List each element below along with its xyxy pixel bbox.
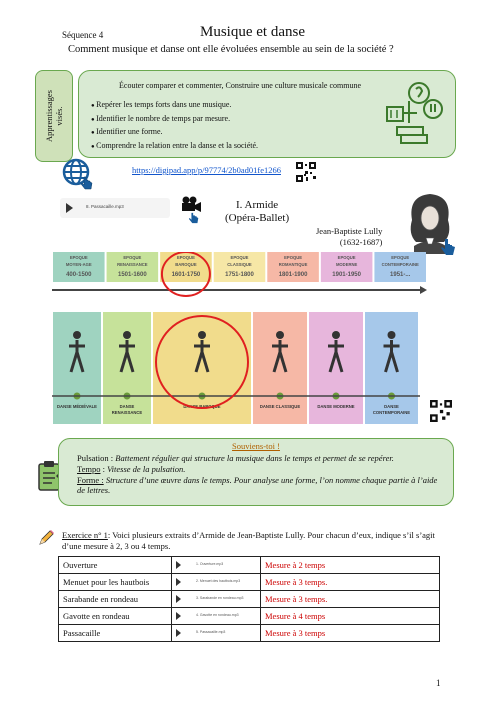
audio-player[interactable] <box>176 611 256 622</box>
epoch-years: 1801-1900 <box>278 272 308 278</box>
souviens-toi-box <box>58 438 454 506</box>
dance-label: DANSE MÉDIÉVALE <box>57 404 97 409</box>
play-icon[interactable] <box>66 203 73 213</box>
objectives-box <box>78 70 456 158</box>
epoch-label: EPOQUE <box>230 255 249 260</box>
qr-code-icon <box>296 162 316 182</box>
dance-label: DANSE CLASSIQUE <box>259 404 301 409</box>
dance-label-2: RENAISSANCE <box>111 410 143 415</box>
excerpt-answer: Mesure à 3 temps. <box>261 574 440 591</box>
hand-cursor-icon <box>80 176 94 190</box>
epoch-label: EPOQUE <box>123 255 142 260</box>
dance-label-2: CONTEMPORAINE <box>372 410 411 415</box>
excerpt-name: Ouverture <box>59 557 172 574</box>
epoch-years: 400-1500 <box>66 272 92 278</box>
pulsation-label: Pulsation <box>77 453 109 463</box>
audio-player[interactable] <box>176 628 256 639</box>
objective-item: ● Identifier une forme. <box>91 126 258 140</box>
tempo-label: Tempo <box>77 463 101 474</box>
excerpt-player-cell <box>172 557 261 574</box>
epoch-label: EPOQUE <box>391 255 410 260</box>
composer-info <box>316 226 382 248</box>
excerpt-player-cell <box>172 625 261 642</box>
objective-item: ● Identifier le nombre de temps par mesure. <box>91 113 258 127</box>
sequence-label: Séquence 4 <box>62 30 104 40</box>
hand-cursor-icon <box>188 212 200 224</box>
excerpt-answer: Mesure à 3 temps <box>261 625 440 642</box>
apprentissages-tab <box>35 70 73 162</box>
epoch-years: 1601-1750 <box>171 272 201 278</box>
piece-number-title: I. Armide <box>235 199 279 211</box>
exercise-text: : Voici plusieurs extraits d’Armide de Jean-Baptiste Lully. Pour chacun d’eux, indique s’il s’agit d’une mesure à 2, 3 ou 4 temps. <box>62 530 435 551</box>
page-title: Musique et danse <box>200 24 305 40</box>
apprentissages-label-2: visés. <box>54 106 64 126</box>
epoch-name: RENAISSANCE <box>117 262 148 267</box>
dancer-head <box>198 331 206 339</box>
epochs-timeline <box>52 252 427 298</box>
dance-label: DANSE <box>384 404 399 409</box>
epoch-name: ROMANTIQUE <box>278 262 308 267</box>
apprentissages-label: Apprentissages <box>44 90 54 142</box>
souviens-toi-title: Souviens-toi ! <box>232 441 280 451</box>
audio-player[interactable] <box>176 560 256 571</box>
dance-timeline <box>52 312 427 424</box>
qr-code-icon <box>430 400 452 422</box>
play-icon[interactable] <box>176 595 181 603</box>
page-subtitle: Comment musique et danse ont elle évoluées ensemble au sein de la société ? <box>68 44 394 55</box>
objectives-heading: Écouter comparer et commenter, Construire une culture musicale commune <box>119 81 362 90</box>
table-row <box>59 625 440 642</box>
dancer-head <box>388 331 396 339</box>
objective-item: ● Repérer les temps forts dans une musique. <box>91 99 258 113</box>
dancer-head <box>123 331 131 339</box>
excerpt-answer: Mesure à 3 temps. <box>261 591 440 608</box>
audio-player[interactable] <box>176 577 256 588</box>
table-row <box>59 591 440 608</box>
excerpt-name: Sarabande en rondeau <box>59 591 172 608</box>
epoch-years: 1951-... <box>390 272 411 278</box>
objectives-list <box>91 99 258 153</box>
dance-label: DANSE <box>119 404 135 409</box>
excerpt-name: Menuet pour les hautbois <box>59 574 172 591</box>
composer-name: Jean-Baptiste Lully <box>316 226 383 236</box>
table-row <box>59 557 440 574</box>
forme-definition: Structure d’une œuvre dans le temps. Pour analyse une forme, l’on nomme chaque partie à l’aide de lettres. <box>77 474 438 496</box>
epoch-years: 1751-1800 <box>225 272 254 278</box>
audio-filename: 3. Sarabande en rondeau.mp3 <box>196 596 244 600</box>
exercise-label: Exercice n° 1 <box>62 530 108 540</box>
table-row <box>59 608 440 625</box>
excerpt-answer: Mesure à 4 temps <box>261 608 440 625</box>
epoch-name: MOYEN-AGE <box>65 262 92 267</box>
excerpt-player-cell <box>172 574 261 591</box>
excerpt-name: Passacaille <box>59 625 172 642</box>
pulsation-definition: Battement régulier qui structure la musique dans le temps et permet de se repérer. <box>115 453 394 463</box>
piece-genre: (Opéra-Ballet) <box>225 212 290 224</box>
epoch-years: 1901-1950 <box>332 272 361 278</box>
audio-player[interactable] <box>60 198 170 218</box>
play-icon[interactable] <box>176 561 181 569</box>
audio-filename: 8. Passacaille.mp3 <box>86 204 124 209</box>
exercise-table <box>58 556 440 642</box>
epoch-name: BAROQUE <box>175 262 197 267</box>
excerpt-player-cell <box>172 591 261 608</box>
music-learning-icon <box>383 79 445 149</box>
epoch-label: EPOQUE <box>337 255 356 260</box>
epoch-name: CLASSIQUE <box>227 262 252 267</box>
audio-filename: 5. Passacaille.mp3 <box>196 630 226 634</box>
excerpt-player-cell <box>172 608 261 625</box>
exercise-instructions <box>62 530 452 552</box>
epoch-label: EPOQUE <box>176 255 195 260</box>
epoch-name: CONTEMPORAINE <box>381 262 419 267</box>
excerpt-answer: Mesure à 2 temps <box>261 557 440 574</box>
table-row <box>59 574 440 591</box>
epoch-name: MODERNE <box>335 262 358 267</box>
timeline-arrowhead <box>420 286 427 294</box>
dancer-head <box>332 331 340 339</box>
play-icon[interactable] <box>176 629 181 637</box>
epoch-label: EPOQUE <box>284 255 303 260</box>
dancer-head <box>276 331 284 339</box>
audio-filename: 4. Gavotte en rondeau.mp3 <box>196 613 239 617</box>
audio-filename: 2. Menuet des hautbois.mp3 <box>196 579 241 583</box>
objective-item: ● Comprendre la relation entre la danse et la société. <box>91 140 258 154</box>
audio-player[interactable] <box>176 594 256 605</box>
dance-label: DANSE MODERNE <box>317 404 355 409</box>
hand-cursor-icon <box>440 238 456 256</box>
composer-dates: (1632-1687) <box>339 237 383 247</box>
dance-label: DANSE BAROQUE <box>183 404 221 409</box>
dancer-head <box>73 331 81 339</box>
digipad-link[interactable]: https://digipad.app/p/97774/2b0ad01fe1266 <box>132 165 281 175</box>
play-icon[interactable] <box>176 612 181 620</box>
epoch-years: 1501-1600 <box>118 272 147 278</box>
video-camera-icon <box>180 196 202 212</box>
excerpt-name: Gavotte en rondeau <box>59 608 172 625</box>
play-icon[interactable] <box>176 578 181 586</box>
piece-title <box>225 199 289 225</box>
tempo-definition: Vitesse de la pulsation. <box>107 463 186 474</box>
audio-filename: 1. Ouverture.mp3 <box>196 562 224 566</box>
forme-label: Forme : <box>77 474 104 485</box>
epoch-label: EPOQUE <box>69 255 88 260</box>
page-number: 1 <box>436 678 441 688</box>
pencil-icon <box>38 530 54 546</box>
souviens-toi-text: Pulsation : Battement régulier qui structure la musique dans le temps et permet de se repérer. Tempo : Vitesse de la pulsation. Forme : Structure d’une œuvre dans le temps. Pour analyse une forme, l’on nomme chaque partie à l’aide de lettres. <box>77 453 438 496</box>
